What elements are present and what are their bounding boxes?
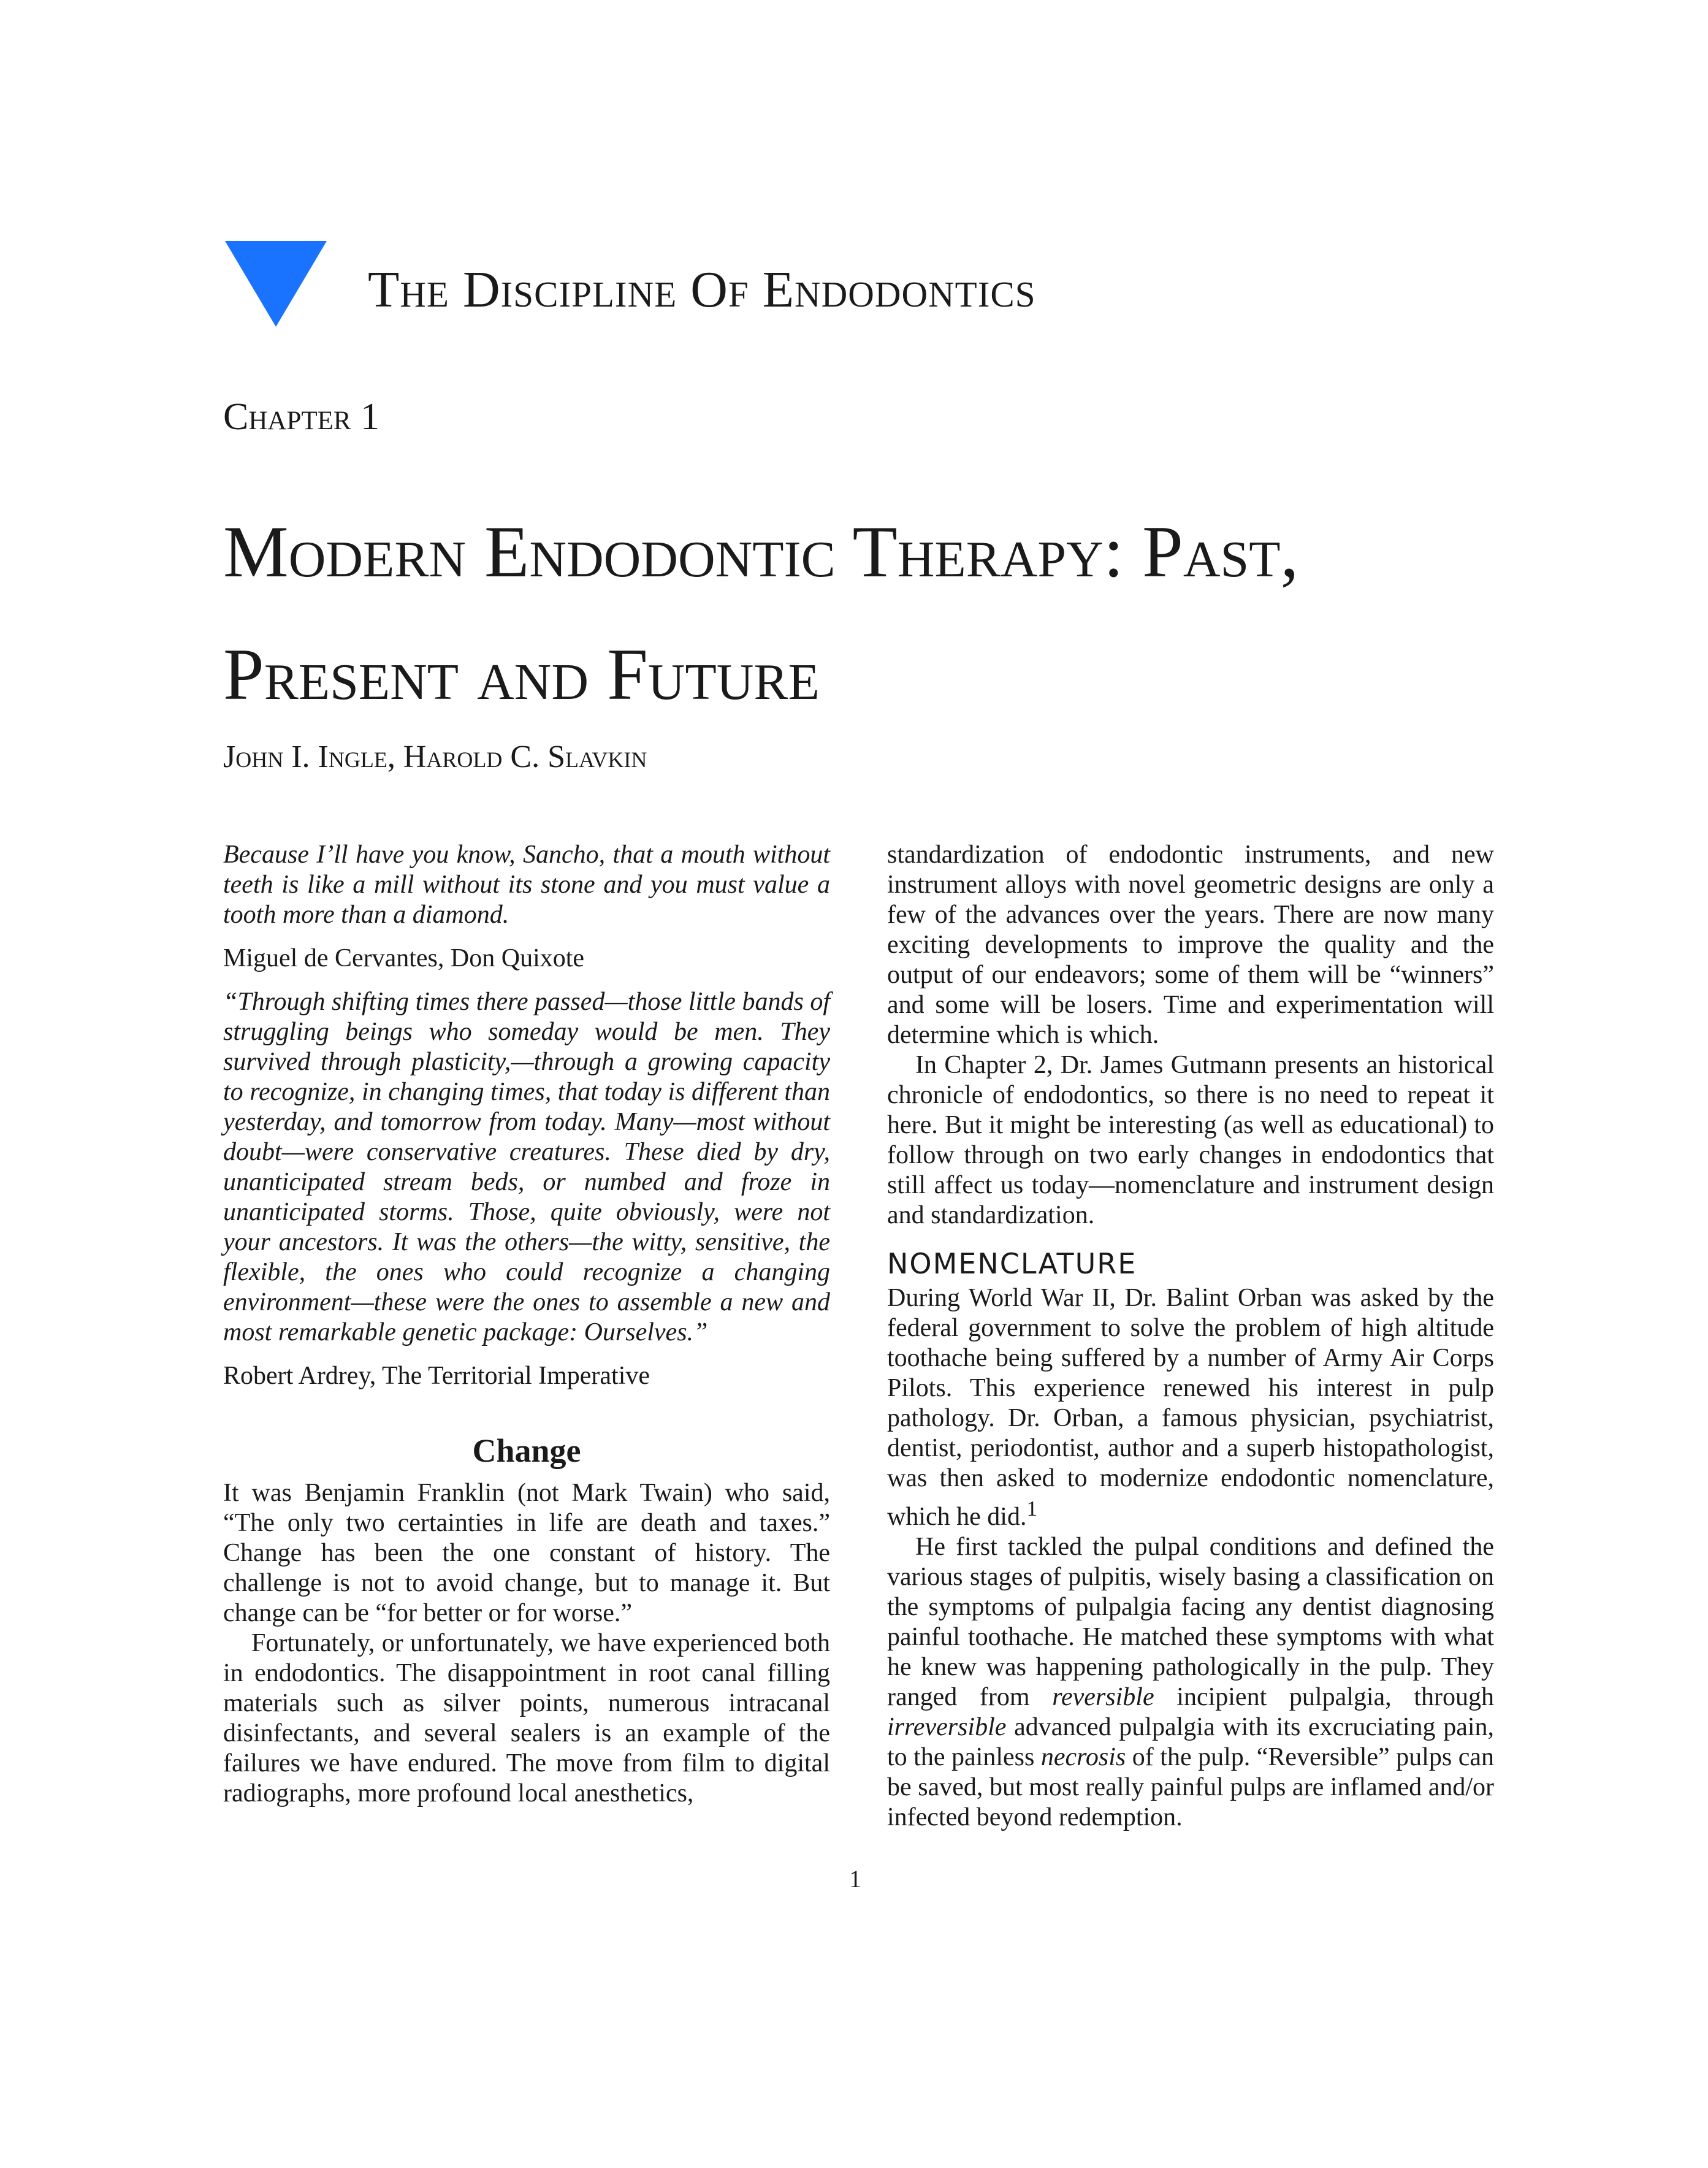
chapter-title-line-2: Present and Future xyxy=(223,633,820,715)
section-triangle-marker xyxy=(225,241,327,327)
authors: John I. Ingle, Harold C. Slavkin xyxy=(223,739,647,774)
part-title: The Discipline Of Endodontics xyxy=(368,261,1036,318)
body-paragraph xyxy=(887,1532,1494,1833)
body-paragraph: In Chapter 2, Dr. James Gutmann presents an historical chronicle of endodontics, so there is no need to repeat it here. But it might be interesting (as well as educational) to follow through on two early changes in endodontics that still affect us today—nomenclature and instrument design and standardization. xyxy=(887,1051,1494,1229)
body-paragraph: It was Benjamin Franklin (not Mark Twain) who said, “The only two certainties in life are death and taxes.” Change has been the one constant of history. The challenge is not to avoid change, but to manage it. But change can be “for better or for worse.” xyxy=(223,1479,830,1627)
paragraph-text: During World War II, Dr. Balint Orban was asked by the federal government to solve the problem of high altitude toothache being suffered by a number of Army Air Corps Pilots. This experience renewed his interest in pulp pathology. Dr. Orban, a famous physician, psychiatrist, dentist, periodontist, author and a superb histopathologist, was then asked to modernize endodontic nomenclature, which he did. xyxy=(887,1284,1494,1531)
section-heading-nomenclature: NOMENCLATURE xyxy=(887,1247,1137,1280)
epigraph-attribution: Robert Ardrey, The Territorial Imperative xyxy=(223,1362,650,1390)
chapter-title-line-1: Modern Endodontic Therapy: Past, xyxy=(223,511,1299,592)
epigraph-quote: Because I’ll have you know, Sancho, that a mouth without teeth is like a mill without its stone and you must value a tooth more than a diamond. xyxy=(223,841,830,929)
epigraph-quote: “Through shifting times there passed—those little bands of struggling beings who someday would be men. They survived through plasticity,—through a growing capacity to recognize, in changing times, that today is different than yesterday, and tomorrow from today. Many—most without doubt—were conservative creatures. These died by dry, unanticipated stream beds, or numbed and froze in unanticipated storms. Those, quite obviously, were not your ancestors. It was the others—the witty, sensitive, the flexible, the ones who could recognize a changing environment—these were the ones to assemble a new and most remarkable genetic package: Ourselves.” xyxy=(223,988,830,1346)
emphasis-term: reversible xyxy=(1052,1683,1154,1711)
body-paragraph: standardization of endodontic instruments, and new instrument alloys with novel geometric designs are only a few of the advances over the years. There are now many exciting developments to improve the quality and the output of our endeavors; some of them will be “winners” and some will be losers. Time and experimentation will determine which is which. xyxy=(887,841,1494,1049)
right-column xyxy=(887,840,1494,1833)
left-column xyxy=(223,840,830,1809)
emphasis-term: necrosis xyxy=(1040,1743,1126,1771)
body-paragraph xyxy=(887,1283,1494,1532)
emphasis-term: irreversible xyxy=(887,1713,1007,1741)
section-heading-change: Change xyxy=(472,1432,581,1469)
paragraph-text: advanced pulpalgia with its excruciating pain, to the painless xyxy=(887,1713,1494,1771)
chapter-label: Chapter 1 xyxy=(223,396,380,438)
paragraph-text: He first tackled the pulpal conditions and defined the various stages of pulpitis, wisely basing a classification on the symptoms of pulpalgia facing any dentist diagnosing painful toothache. He matched these symptoms with what he knew was happening pathologically in the pulp. They ranged from xyxy=(887,1533,1494,1711)
paragraph-text: of the pulp. “Reversible” pulps can be saved, but most really painful pulps are inflamed and/or infected beyond redemption. xyxy=(887,1743,1494,1831)
paragraph-text: incipient pulpalgia, through xyxy=(1154,1683,1494,1711)
body-paragraph: Fortunately, or unfortunately, we have experienced both in endodontics. The disappointment in root canal filling materials such as silver points, numerous intracanal disinfectants, and several sealers is an example of the failures we have endured. The move from film to digital radiographs, more profound local anesthetics, xyxy=(223,1629,830,1807)
page-number: 1 xyxy=(849,1865,861,1893)
epigraph-attribution: Miguel de Cervantes, Don Quixote xyxy=(223,944,585,972)
footnote-reference[interactable]: 1 xyxy=(1026,1497,1037,1521)
chapter-title xyxy=(223,490,1572,736)
